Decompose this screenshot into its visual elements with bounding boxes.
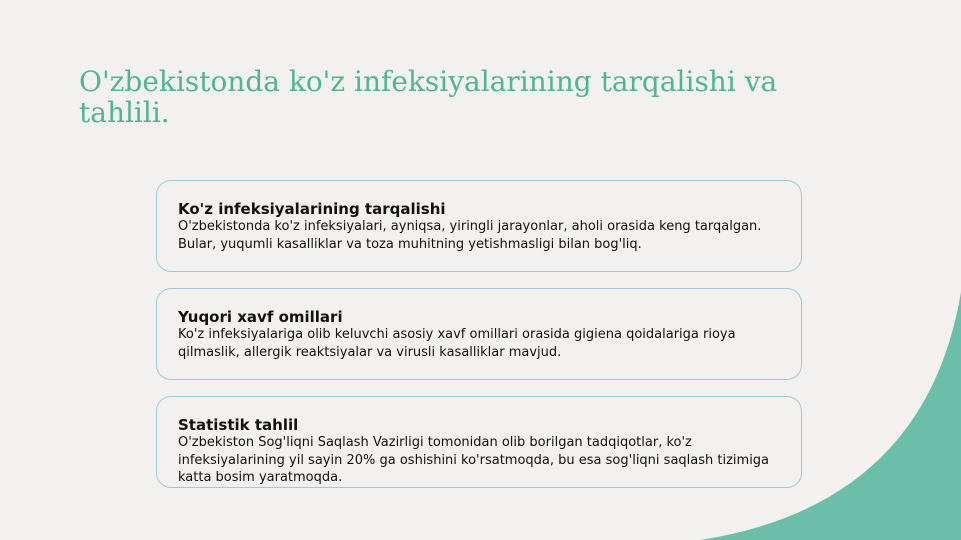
card-body: O'zbekiston Sog'liqni Saqlash Vazirligi tomonidan olib borilgan tadqiqotlar, ko'z infeksiyalarining yil sayin 20% ga oshishini ko'rsatmoqda, bu esa sog'liqni saqlash tizimiga katta bosim yaratmoqda. [178,435,770,485]
card-heading: Yuqori xavf omillari [178,308,343,326]
card-spread [156,180,802,272]
card-body: Ko'z infeksiyalariga olib keluvchi asosiy xavf omillari orasida gigiena qoidalariga rioya qilmaslik, allergik reaktsiyalar va virusli kasalliklar mavjud. [178,327,736,360]
card-heading: Statistik tahlil [178,416,299,434]
card-risk-factors [156,288,802,380]
card-heading: Ko'z infeksiyalarining tarqalishi [178,200,446,218]
card-statistics [156,396,802,488]
slide-title: O'zbekistonda ko'z infeksiyalarining tarqalishi va tahlili. [79,65,778,129]
card-body: O'zbekistonda ko'z infeksiyalari, ayniqsa, yiringli jarayonlar, aholi orasida keng tarqalgan. Bular, yuqumli kasalliklar va toza muhitning yetishmasligi bilan bog'liq. [178,219,762,252]
